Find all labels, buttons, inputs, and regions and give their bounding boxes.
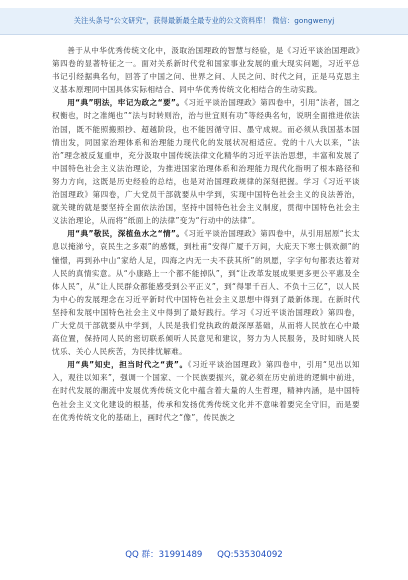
header-banner — [0, 8, 408, 35]
paragraph-text: 《习近平谈治国理政》第四卷中，引用“法者，国之权衡也，时之准绳也”“法与时转则治，治与世宜则有功”等经典名句，说明全面推进依法治国，既不能照搬照抄、超越阶段，也不能因循守旧、墨守成规。而必须从我国基本国情出发，同国家治理体系和治理能力现代化的发展状况相适应。党的十八大以来，“法治”理念被反复重申，充分汲取中国传统法律文化精华的习近平法治思想，丰富和发展了中国特色社会主义法治理论，为推进国家治理体系和治理能力现代化指明了根本路径和努力方向，这既是历史经验的总结，也是对治国理政规律的深刻把握。学习《习近平谈治国理政》第四卷，广大党员干部就要从中学到，实现中国特色社会主义的良法善治，就关键的就是要坚持全面依法治国，坚持中国特色社会主义制度，贯彻中国特色社会主义法治理论，从而将“纸面上的法律”变为“行动中的法律”。 — [52, 98, 361, 226]
article-body — [52, 44, 360, 424]
header-banner-text: 关注头条号"公文研究"，获得最新最全最专业的公文资料库！ 微信：gongwenyj — [73, 16, 335, 25]
paragraph-text: 《习近平谈治国理政》第四卷中，从引用屈原“长太息以掩涕兮，哀民生之多艰”的感慨，到杜甫“安得广厦千万间，大庇天下寒士俱欢颜”的憧憬，再到孙中山“家给人足，四海之内无一夫不获其所”的夙愿，字字句句都表达着对人民的真情实意。从“小康路上一个都不能掉队”，到“让改革发展成果更多更公平惠及全体人民”，从“让人民群众都能感受到公平正义”，到“得罪千百人、不负十三亿”，以人民为中心的发展理念在习近平新时代中国特色社会主义思想中得到了最新体现。在新时代坚持和发展中国特色社会主义中得到了最好践行。学习《习近平谈治国理政》第四卷，广大党员干部就要从中学到，人民是我们党执政的最深厚基础，从而将人民放在心中最高位置，保持同人民的密切联系倾听人民意见和建议，努力为人民服务，及时知晓人民忧乐、关心人民疾苦，为民排忧解难。 — [52, 229, 361, 357]
paragraph-lead: 用“典”知史，担当时代之“责”。 — [67, 360, 188, 370]
footer-qq-group: QQ 群：31991489 — [125, 550, 203, 560]
paragraph-intro — [52, 44, 360, 96]
paragraph-lead: 用“典”敬民，深植鱼水之“情”。 — [67, 229, 185, 239]
paragraph-lead: 用“典”明法，牢记为政之“要”。 — [67, 98, 185, 108]
footer-contact — [0, 548, 408, 560]
paragraph-history — [52, 358, 360, 423]
paragraph-text: 《习近平谈治国理政》第四卷中，引用“见出以知入，观往以知来”，强调一个国家、一个民族要振兴，就必须在历史前进的逻辑中前进，在时代发展的潮流中发展优秀传统文化中蕴含着大量的人生哲理，精神内涵，是中国特色社会主义文化建设的根基，传承和发扬优秀传统文化并不意味着要完全守旧，而是要在优秀传统文化的基础上，画时代之“像”，传民族之 — [52, 360, 360, 422]
paragraph-law — [52, 96, 360, 227]
paragraph-people — [52, 227, 360, 358]
footer-qq-number: QQ:535304092 — [217, 550, 283, 560]
paragraph-text: 善于从中华优秀传统文化中，汲取治国理政的智慧与经验，是《习近平谈治国理政》第四卷的显著特征之一。面对关系新时代党和国家事业发展的重大现实问题，习近平总书记引经据典名句，回答了中国之问、世界之问、人民之问、时代之问，正是马克思主义基本原理同中国具体实际相结合、同中华优秀传统文化相结合的生动实践。 — [52, 46, 360, 95]
